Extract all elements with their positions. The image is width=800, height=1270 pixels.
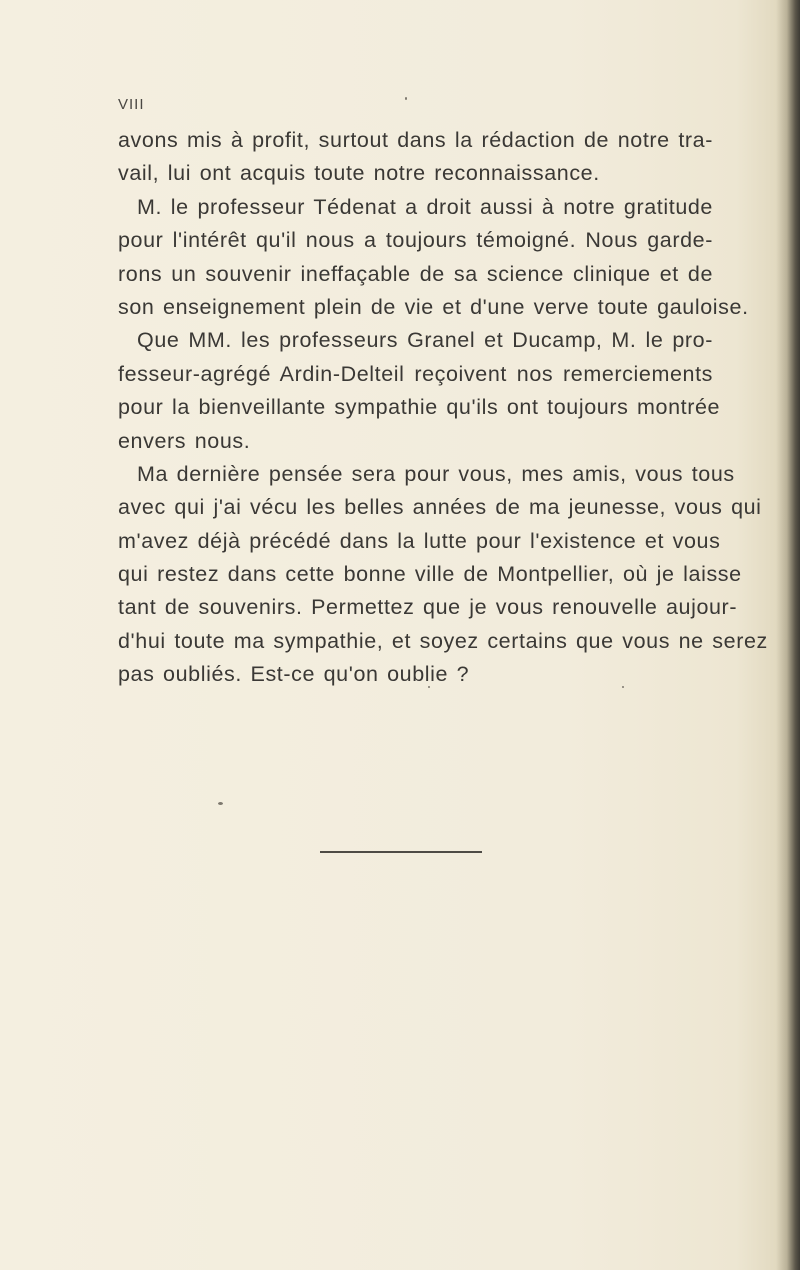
text-line: avec qui j'ai vécu les belles années de ma jeunesse, vous qui (118, 495, 762, 520)
paper-speck (405, 97, 407, 100)
text-line: d'hui toute ma sympathie, et soyez certains que vous ne serez (118, 628, 768, 653)
text-line: tant de souvenirs. Permettez que je vous renouvelle aujour- (118, 595, 738, 620)
page-number: VIII (118, 96, 145, 113)
closing-rule (320, 851, 482, 853)
paragraph-start-line: M. le professeur Tédenat a droit aussi à notre gratitude (137, 194, 713, 219)
text-line: pour l'intérêt qu'il nous a toujours témoigné. Nous garde- (118, 228, 713, 253)
text-line: son enseignement plein de vie et d'une verve toute gauloise. (118, 294, 749, 319)
text-line: rons un souvenir ineffaçable de sa science clinique et de (118, 261, 713, 286)
body-text (118, 124, 768, 692)
paper-speck (622, 686, 624, 688)
text-line: pour la bienveillante sympathie qu'ils ont toujours montrée (118, 395, 721, 420)
text-line: pas oubliés. Est-ce qu'on oublie ? (118, 662, 470, 687)
text-line: vail, lui ont acquis toute notre reconnaissance. (118, 161, 600, 186)
text-line: avons mis à profit, surtout dans la rédaction de notre tra- (118, 128, 713, 152)
text-line: envers nous. (118, 428, 251, 453)
paragraph-start-line: Ma dernière pensée sera pour vous, mes amis, vous tous (137, 461, 735, 486)
paper-speck (218, 802, 223, 805)
text-line: qui restez dans cette bonne ville de Montpellier, où je laisse (118, 562, 742, 587)
paragraph-start-line: Que MM. les professeurs Granel et Ducamp, M. le pro- (137, 328, 713, 353)
text-line: m'avez déjà précédé dans la lutte pour l'existence et vous (118, 528, 721, 553)
paper-speck (428, 686, 430, 688)
text-line: fesseur-agrégé Ardin-Delteil reçoivent nos remerciements (118, 361, 713, 386)
page-binding-shadow (776, 0, 800, 1270)
